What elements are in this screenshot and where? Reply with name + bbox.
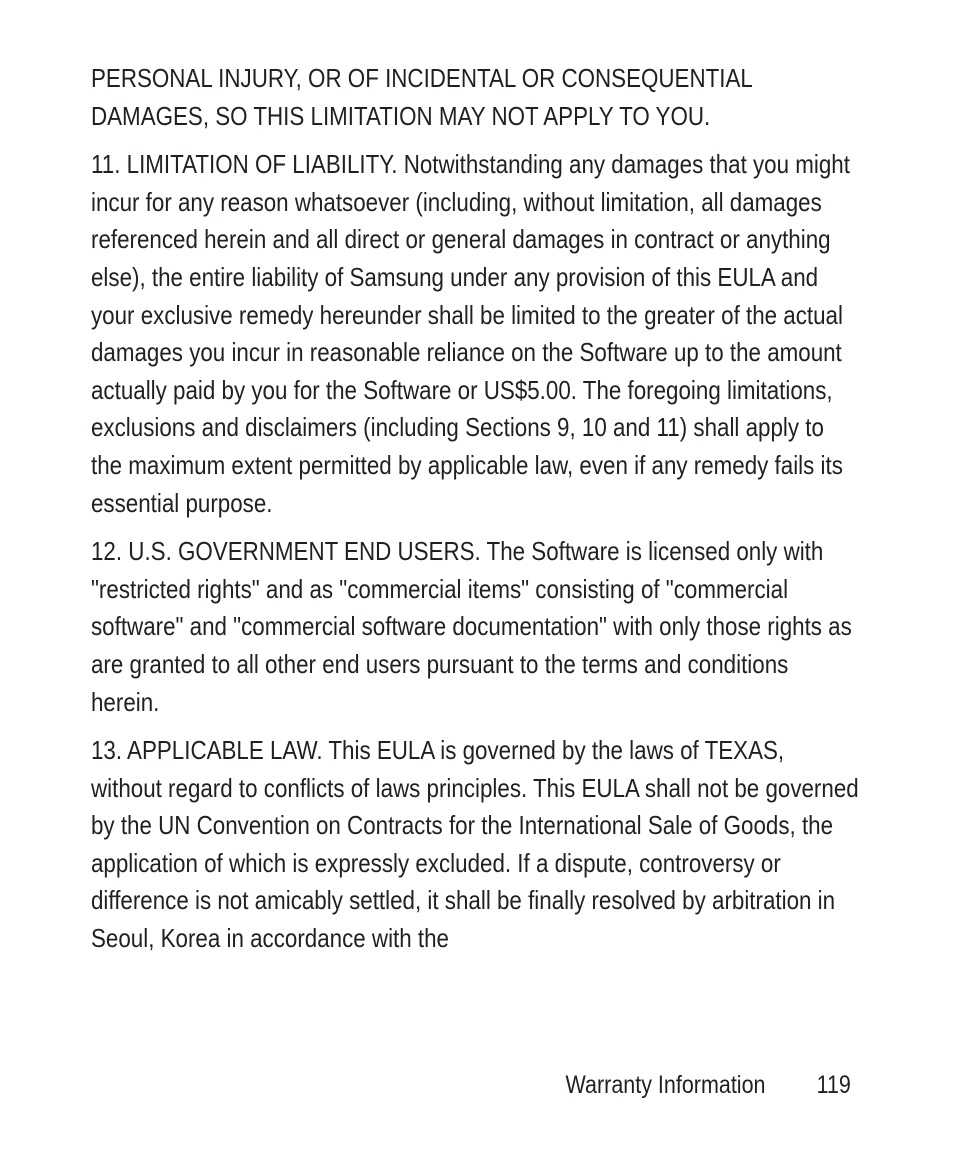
page-footer: [0, 1071, 954, 1111]
footer-section-title: Warranty Information: [565, 1071, 765, 1099]
body-text: [91, 60, 861, 969]
page-number: 119: [816, 1071, 851, 1099]
paragraph-government-end-users: 12. U.S. GOVERNMENT END USERS. The Software is licensed only with "restricted rights" and as "commercial items" consisting of "commercial software" and "commercial software documentation" with only those rights as are granted to all other end users pursuant to the terms and conditions herein.: [91, 536, 852, 717]
paragraph-limitation-of-liability: 11. LIMITATION OF LIABILITY. Notwithstanding any damages that you might incur for any reason whatsoever (including, without limitation, all damages referenced herein and all direct or general damages in contract or anything else), the entire liability of Samsung under any provision of this EULA and your exclusive remedy hereunder shall be limited to the greater of the actual damages you incur in reasonable reliance on the Software up to the amount actually paid by you for the Software or US$5.00. The foregoing limitations, exclusions and disclaimers (including Sections 9, 10 and 11) shall apply to the maximum extent permitted by applicable law, even if any remedy fails its essential purpose.: [91, 149, 850, 518]
paragraph-applicable-law: 13. APPLICABLE LAW. This EULA is governed by the laws of TEXAS, without regard to conflicts of laws principles. This EULA shall not be governed by the UN Convention on Contracts for the International Sale of Goods, the application of which is expressly excluded. If a dispute, controversy or difference is not amicably settled, it shall be finally resolved by arbitration in Seoul, Korea in accordance with the: [91, 735, 859, 954]
paragraph-continuation: PERSONAL INJURY, OR OF INCIDENTAL OR CONSEQUENTIAL DAMAGES, SO THIS LIMITATION MAY NOT APPLY TO YOU.: [91, 63, 752, 131]
